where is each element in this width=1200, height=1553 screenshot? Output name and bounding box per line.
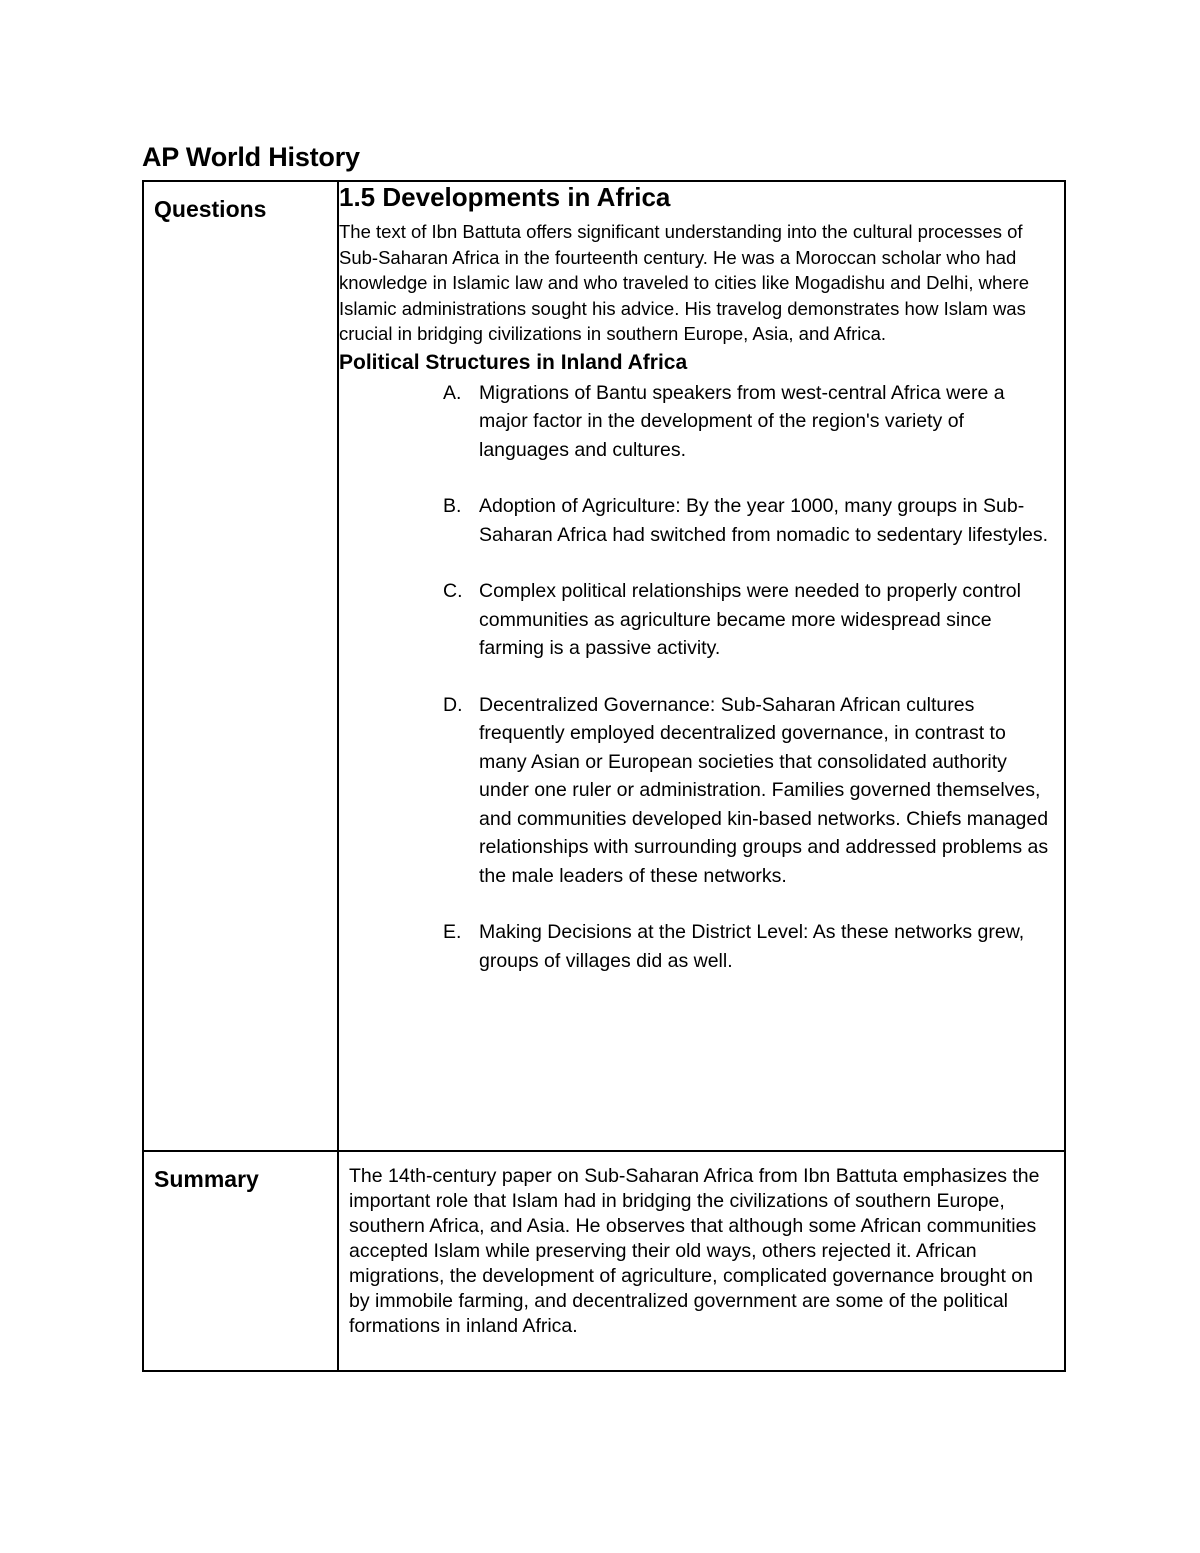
cornell-notes-table [142, 180, 1066, 1372]
list-item [443, 492, 1064, 549]
questions-label: Questions [154, 196, 267, 222]
summary-column [338, 1151, 1065, 1371]
points-list [339, 379, 1064, 976]
list-item-text: Complex political relationships were needed to properly control communities as agriculture became more widespread since farming is a passive activity. [479, 580, 1021, 659]
summary-label: Summary [154, 1166, 259, 1192]
list-marker: C. [443, 580, 463, 602]
list-item-text: Migrations of Bantu speakers from west-central Africa were a major factor in the development of the region's variety of languages and cultures. [479, 381, 1005, 461]
list-item-text: Decentralized Governance: Sub-Saharan African cultures frequently employed decentralized governance, in contrast to many Asian or European societies that consolidated authority under one ruler or administration. Families governed themselves, and communities developed kin-based networks. Chiefs managed relationships with surrounding groups and addressed problems as the male leaders of these networks. [479, 693, 1049, 887]
list-marker: A. [443, 381, 462, 404]
summary-label-column [143, 1151, 338, 1371]
questions-row [143, 181, 1065, 1151]
list-item [443, 691, 1064, 891]
questions-column [143, 181, 338, 1151]
sub-heading: Political Structures in Inland Africa [339, 350, 688, 374]
list-item [443, 918, 1064, 975]
list-item-text: Making Decisions at the District Level: As these networks grew, groups of villages did as well. [479, 921, 1025, 972]
section-heading: 1.5 Developments in Africa [339, 182, 671, 212]
intro-paragraph: The text of Ibn Battuta offers significant understanding into the cultural processes of Sub-Saharan Africa in the fourteenth century. He was a Moroccan scholar who had knowledge in Islamic law and who traveled to cities like Mogadishu and Delhi, where Islamic administrations sought his advice. His travelog demonstrates how Islam was crucial in bridging civilizations in southern Europe, Asia, and Africa. [339, 221, 1030, 344]
list-item [443, 379, 1064, 465]
list-marker: D. [443, 693, 463, 716]
summary-row [143, 1151, 1065, 1371]
summary-paragraph: The 14th-century paper on Sub-Saharan Africa from Ibn Battuta emphasizes the important role that Islam had in bridging the civilizations of southern Europe, southern Africa, and Asia. He observes that although some African communities accepted Islam while preserving their old ways, others rejected it. African migrations, the development of agriculture, complicated governance brought on by immobile farming, and decentralized government are some of the political formations in inland Africa. [349, 1165, 1040, 1337]
list-marker: E. [443, 921, 462, 943]
notes-column [338, 181, 1065, 1151]
list-marker: B. [443, 495, 462, 517]
list-item-text: Adoption of Agriculture: By the year 1000, many groups in Sub-Saharan Africa had switched from nomadic to sedentary lifestyles. [479, 495, 1049, 546]
document-title: AP World History [142, 142, 360, 172]
list-item [443, 577, 1064, 663]
